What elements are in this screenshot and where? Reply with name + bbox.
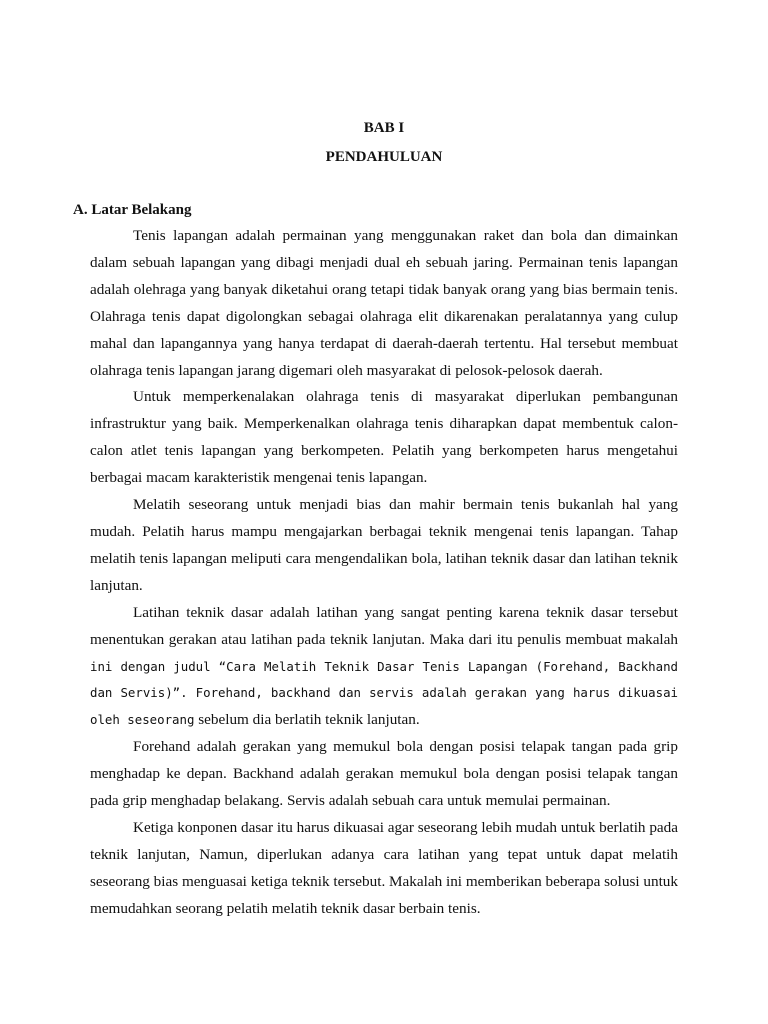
paragraph-4 <box>90 600 678 735</box>
paragraph-5: Forehand adalah gerakan yang memukul bola dengan posisi telapak tangan pada grip menghadap ke depan. Backhand adalah gerakan memukul bola dengan posisi telapak tangan pada grip menghadap belakang. Servis adalah sebuah cara untuk memulai permainan. <box>90 738 678 810</box>
body-text <box>90 223 678 923</box>
section-heading: A. Latar Belakang <box>73 202 192 218</box>
paragraph-4-quoted-title: ini dengan judul “Cara Melatih Teknik Dasar Tenis Lapangan (Forehand, Backhand dan Servis)”. Forehand, backhand dan servis adalah gerakan yang harus dikuasai oleh seseorang <box>90 658 678 728</box>
chapter-title: PENDAHULUAN <box>325 149 443 165</box>
paragraph-1: Tenis lapangan adalah permainan yang menggunakan raket dan bola dan dimainkan dalam sebuah lapangan yang dibagi menjadi dual eh sebuah jaring. Permainan tenis lapangan adalah olehraga yang banyak diketahui orang tetapi tidak banyak orang yang bias bermain tenis. Olahraga tenis dapat digolongkan sebagai olahraga elit dikarenakan peralatannya yang culup mahal dan lapangannya yang hanya terdapat di daerah-daerah tertentu. Hal tersebut membuat olahraga tenis lapangan jarang digemari oleh masyarakat di pelosok-pelosok daerah. <box>90 227 678 379</box>
paragraph-4-part-3: sebelum dia berlatih teknik lanjutan. <box>194 711 420 729</box>
paragraph-2: Untuk memperkenalakan olahraga tenis di masyarakat diperlukan pembangunan infrastruktur yang baik. Memperkenalkan olahraga tenis diharapkan dapat membentuk calon-calon atlet tenis lapangan yang berkompeten. Pelatih yang berkompeten harus mengetahui berbagai macam karakteristik mengenai tenis lapangan. <box>90 388 678 487</box>
paragraph-4-part-1: Latihan teknik dasar adalah latihan yang sangat penting karena teknik dasar tersebut menentukan gerakan atau latihan pada teknik lanjutan. Maka dari itu penulis membuat makalah <box>90 603 678 648</box>
chapter-number: BAB I <box>363 120 405 136</box>
paragraph-6: Ketiga konponen dasar itu harus dikuasai agar seseorang lebih mudah untuk berlatih pada teknik lanjutan, Namun, diperlukan adanya cara latihan yang tepat untuk dapat melatih seseorang bias menguasai ketiga teknik tersebut. Makalah ini memberikan beberapa solusi untuk memudahkan seorang pelatih melatih teknik dasar berbain tenis. <box>90 818 678 917</box>
paragraph-3: Melatih seseorang untuk menjadi bias dan mahir bermain tenis bukanlah hal yang mudah. Pelatih harus mampu mengajarkan berbagai teknik mengenai tenis lapangan. Tahap melatih tenis lapangan meliputi cara mengendalikan bola, latihan teknik dasar dan latihan teknik lanjutan. <box>90 496 678 594</box>
